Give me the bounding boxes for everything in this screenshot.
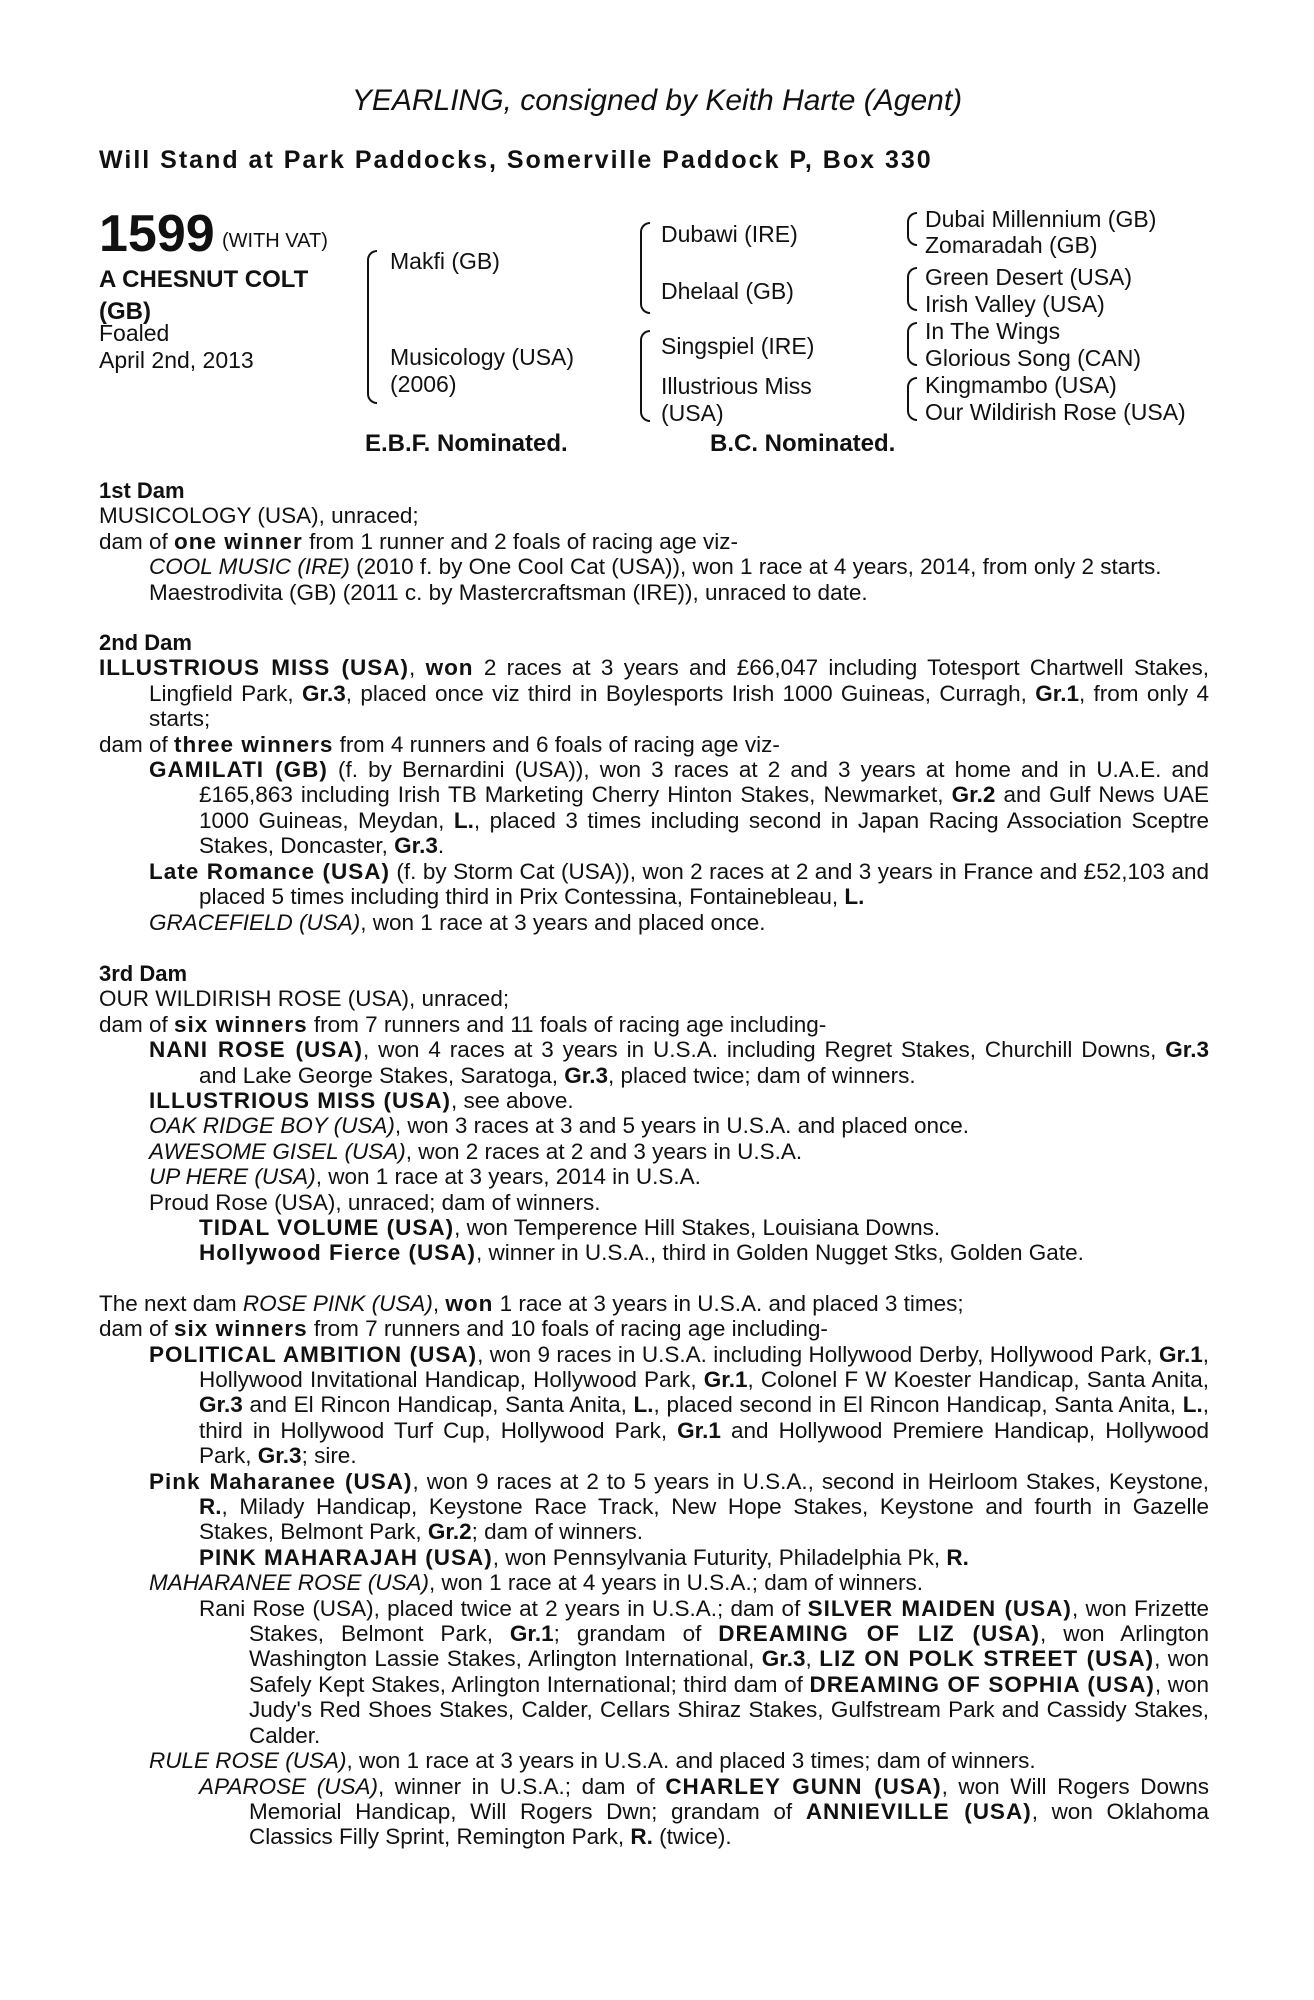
progeny-entry: POLITICAL AMBITION (USA), won 9 races in U.S.A. including Hollywood Derby, Hollywood Park, Gr.1, Hollywood Invitational Handicap, Hollywood Park, Gr.1, Colonel F W Koester Handicap, Santa Anita, Gr.3 and El Rincon Handicap, Santa Anita, L., placed second in El Rincon Handicap, Santa Anita, L., third in Hollywood Turf Cup, Hollywood Park, Gr.1 and Hollywood Premiere Handicap, Hollywood Park, Gr.3; sire. (149, 1341, 1209, 1469)
progeny-entry: COOL MUSIC (IRE) (2010 f. by One Cool Cat (USA)), won 1 race at 4 years, 2014, from only 2 starts. (149, 554, 1162, 580)
progeny-entry: NANI ROSE (USA), won 4 races at 3 years in U.S.A. including Regret Stakes, Churchill Downs, Gr.3 and Lake George Stakes, Saratoga, Gr.3, placed twice; dam of winners. (149, 1037, 1209, 1088)
pedigree-sire-dam: Dhelaal (GB) (661, 278, 794, 304)
foaled-label: Foaled (99, 320, 170, 346)
next-dam-summary: dam of six winners from 7 runners and 10 foals of racing age including- (99, 1316, 828, 1342)
pedigree-gen3: Zomaradah (GB) (925, 232, 1098, 258)
progeny-entry: GAMILATI (GB) (f. by Bernardini (USA)), won 3 races at 2 and 3 years at home and in U.A.E. and £165,863 including Irish TB Marketing Cherry Hinton Stakes, Newmarket, Gr.2 and Gulf News UAE 1000 Guineas, Meydan, L., placed 3 times including second in Japan Racing Association Sceptre Stakes, Doncaster, Gr.3. (149, 757, 1210, 859)
second-dam-heading: 2nd Dam (99, 630, 192, 656)
pedigree-dam-year: (2006) (390, 371, 457, 397)
pedigree-gen3: Irish Valley (USA) (925, 291, 1105, 317)
ebf-nomination: E.B.F. Nominated. (365, 430, 568, 457)
pedigree-gen3: Dubai Millennium (GB) (925, 206, 1157, 232)
second-dam-summary: dam of three winners from 4 runners and 6 foals of racing age viz- (99, 731, 780, 757)
pedigree-gen3: In The Wings (925, 318, 1061, 344)
pedigree-dam: Musicology (USA) (390, 344, 575, 370)
first-dam-summary: dam of one winner from 1 runner and 2 foals of racing age viz- (99, 528, 739, 554)
pedigree-sire: Makfi (GB) (390, 248, 500, 274)
progeny-entry: MAHARANEE ROSE (USA), won 1 race at 4 years in U.S.A.; dam of winners. (149, 1570, 924, 1596)
horse-description: A CHESNUT COLT (GB) (99, 266, 309, 325)
consignment-line: YEARLING, consigned by Keith Harte (Agent) (351, 84, 963, 117)
first-dam-line: MUSICOLOGY (USA), unraced; (99, 503, 419, 529)
produce-record (99, 478, 1209, 1850)
third-dam-heading: 3rd Dam (99, 960, 188, 986)
grand-progeny-entry: APAROSE (USA), winner in U.S.A.; dam of CHARLEY GUNN (USA), won Will Rogers Downs Memorial Handicap, Will Rogers Dwn; grandam of ANNIEVILLE (USA), won Oklahoma Classics Filly Sprint, Remington Park, R. (twice). (199, 1773, 1210, 1850)
pedigree-dam-dam: Illustrious Miss (661, 373, 812, 399)
progeny-entry: Pink Maharanee (USA), won 9 races at 2 to 5 years in U.S.A., second in Heirloom Stakes, Keystone, R., Milady Handicap, Keystone Race Track, New Hope Stakes, Keystone and fourth in Gazelle Stakes, Belmont Park, Gr.2; dam of winners. (149, 1468, 1210, 1545)
stabling-line: Will Stand at Park Paddocks, Somerville Paddock P, Box 330 (99, 146, 933, 174)
pedigree-brace (907, 267, 917, 311)
progeny-entry: OAK RIDGE BOY (USA), won 3 races at 3 and 5 years in U.S.A. and placed once. (149, 1113, 969, 1139)
grand-progeny-entry: Hollywood Fierce (USA), winner in U.S.A., third in Golden Nugget Stks, Golden Gate. (199, 1240, 1084, 1266)
foaled-date: April 2nd, 2013 (99, 347, 254, 373)
next-dam-line: The next dam ROSE PINK (USA), won 1 race at 3 years in U.S.A. and placed 3 times; (99, 1290, 964, 1316)
grand-progeny-entry: TIDAL VOLUME (USA), won Temperence Hill Stakes, Louisiana Downs. (199, 1214, 941, 1240)
second-dam-line: ILLUSTRIOUS MISS (USA), won 2 races at 3 years and £66,047 including Totesport Chartwell Stakes, Lingfield Park, Gr.3, placed once viz third in Boylesports Irish 1000 Guineas, Curragh, Gr.1, from only 4 starts; (99, 655, 1209, 732)
bc-nomination: B.C. Nominated. (710, 430, 896, 457)
pedigree-brace (907, 212, 917, 246)
pedigree-brace (907, 377, 917, 421)
first-dam-heading: 1st Dam (99, 478, 185, 503)
pedigree-dam-sire: Singspiel (IRE) (661, 333, 815, 359)
progeny-entry: UP HERE (USA), won 1 race at 3 years, 2014 in U.S.A. (149, 1164, 701, 1190)
progeny-entry: RULE ROSE (USA), won 1 race at 3 years in U.S.A. and placed 3 times; dam of winners. (149, 1748, 1036, 1774)
progeny-entry: ILLUSTRIOUS MISS (USA), see above. (149, 1087, 574, 1113)
progeny-entry: Proud Rose (USA), unraced; dam of winners. (149, 1189, 601, 1215)
third-dam-line: OUR WILDIRISH ROSE (USA), unraced; (99, 986, 510, 1012)
pedigree-sire-sire: Dubawi (IRE) (661, 221, 798, 247)
lot-number: 1599 (99, 205, 215, 263)
pedigree-brace (367, 250, 377, 404)
pedigree-gen3: Green Desert (USA) (925, 264, 1133, 290)
progeny-entry: AWESOME GISEL (USA), won 2 races at 2 and 3 years in U.S.A. (149, 1138, 803, 1164)
pedigree-gen3: Glorious Song (CAN) (925, 345, 1142, 371)
pedigree-brace (640, 222, 650, 314)
progeny-entry: GRACEFIELD (USA), won 1 race at 3 years and placed once. (149, 909, 766, 935)
vat-note: (WITH VAT) (222, 230, 328, 252)
grand-progeny-entry: Rani Rose (USA), placed twice at 2 years in U.S.A.; dam of SILVER MAIDEN (USA), won Frizette Stakes, Belmont Park, Gr.1; grandam of DREAMING OF LIZ (USA), won Arlington Washington Lassie Stakes, Arlington International, Gr.3, LIZ ON POLK STREET (USA), won Safely Kept Stakes, Arlington International; third dam of DREAMING OF SOPHIA (USA), won Judy's Red Shoes Stakes, Calder, Cellars Shiraz Stakes, Gulfstream Park and Cassidy Stakes, Calder. (199, 1595, 1210, 1748)
progeny-entry: Late Romance (USA) (f. by Storm Cat (USA)), won 2 races at 2 and 3 years in France and £52,103 and placed 5 times including third in Prix Contessina, Fontainebleau, L. (149, 858, 1210, 910)
pedigree-brace (640, 330, 650, 422)
pedigree-gen3: Kingmambo (USA) (925, 372, 1117, 398)
grand-progeny-entry: PINK MAHARAJAH (USA), won Pennsylvania Futurity, Philadelphia Pk, R. (199, 1544, 969, 1570)
pedigree-gen3: Our Wildirish Rose (USA) (925, 399, 1186, 425)
third-dam-summary: dam of six winners from 7 runners and 11 foals of racing age including- (99, 1011, 827, 1037)
pedigree-dam-dam-country: (USA) (661, 400, 724, 426)
progeny-entry: Maestrodivita (GB) (2011 c. by Mastercraftsman (IRE)), unraced to date. (149, 579, 868, 605)
pedigree-brace (907, 322, 917, 366)
